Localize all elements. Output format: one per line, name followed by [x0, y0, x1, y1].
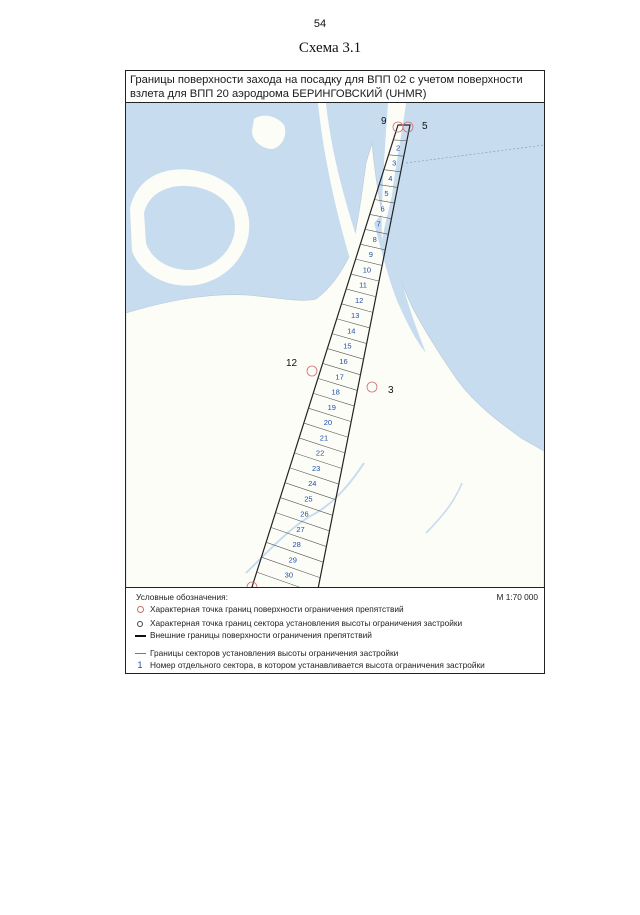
legend-item-text: Характерная точка границ сектора установления высоты ограничения застройки — [150, 618, 463, 628]
sector-number-label: 10 — [362, 265, 372, 275]
map-frame — [125, 70, 545, 674]
sector-number-label: 17 — [335, 372, 344, 382]
legend-item-text: Номер отдельного сектора, в котором устанавливается высота ограничения застройки — [150, 660, 485, 670]
map-area — [126, 103, 544, 597]
legend-item-text: Характерная точка границ поверхности ограничения препятствий — [150, 604, 404, 614]
surface-point-label: 3 — [388, 385, 394, 396]
sector-number-label: 25 — [304, 494, 313, 504]
legend-item-sector-boundary — [134, 648, 398, 659]
sector-number-label: 30 — [284, 570, 294, 580]
sector-number-label: 5 — [384, 189, 389, 199]
sector-number-label: 9 — [368, 250, 373, 260]
legend — [126, 587, 544, 673]
scheme-title: Схема 3.1 — [298, 40, 362, 56]
page-number: 54 — [313, 18, 327, 30]
sector-number-label: 29 — [288, 555, 297, 565]
sector-number-label: 24 — [308, 479, 317, 489]
thin-line-icon — [134, 648, 146, 659]
sector-number-label: 26 — [300, 509, 309, 519]
sector-number-label: 4 — [388, 173, 393, 183]
sector-number-label: 6 — [380, 204, 385, 214]
sector-number-label: 21 — [319, 433, 329, 443]
sector-number-label: 12 — [354, 295, 364, 305]
map-title: Границы поверхности захода на посадку для ВПП 02 с учетом поверхности взлета для ВПП 20 аэродрома БЕРИНГОВСКИЙ (UHMR) — [126, 71, 544, 103]
surface-point-label: 12 — [286, 358, 298, 369]
dot-icon — [134, 618, 146, 629]
legend-item-text: Границы секторов установления высоты ограничения застройки — [150, 648, 399, 658]
sector-number-label: 28 — [292, 540, 301, 550]
sector-number-label: 23 — [312, 463, 321, 473]
sector-number-label: 14 — [347, 326, 356, 336]
surface-point-label: 5 — [422, 121, 428, 132]
legend-item-surface-point — [134, 604, 404, 615]
sector-number-label: 27 — [296, 524, 305, 534]
surface-point-label: 9 — [381, 116, 387, 127]
sector-number-label: 2 — [396, 143, 401, 153]
number-icon: 1 — [137, 660, 143, 670]
scale-label: М 1:70 000 — [496, 592, 538, 602]
sector-number-label: 19 — [327, 402, 336, 412]
sector-number-label: 11 — [359, 280, 367, 290]
legend-item-text: Внешние границы поверхности ограничения препятствий — [150, 630, 372, 640]
sector-number-label: 16 — [339, 357, 348, 366]
sector-number-label: 3 — [392, 158, 397, 168]
sector-number-label: 7 — [376, 219, 381, 229]
sector-number-label: 8 — [372, 234, 377, 244]
sector-number-label: 22 — [315, 448, 325, 458]
sector-number-label: 18 — [331, 387, 340, 397]
map-canvas — [126, 103, 544, 597]
sector-number-label: 13 — [351, 311, 360, 321]
sector-number-label: 15 — [343, 341, 352, 351]
sector-number-label: 20 — [323, 418, 333, 428]
circle-icon — [134, 604, 146, 615]
legend-item-sector-number — [134, 660, 485, 671]
legend-item-outer-boundary — [134, 630, 372, 641]
thick-line-icon — [134, 630, 146, 641]
legend-title: Условные обозначения: — [136, 592, 228, 602]
legend-item-sector-point — [134, 618, 462, 629]
